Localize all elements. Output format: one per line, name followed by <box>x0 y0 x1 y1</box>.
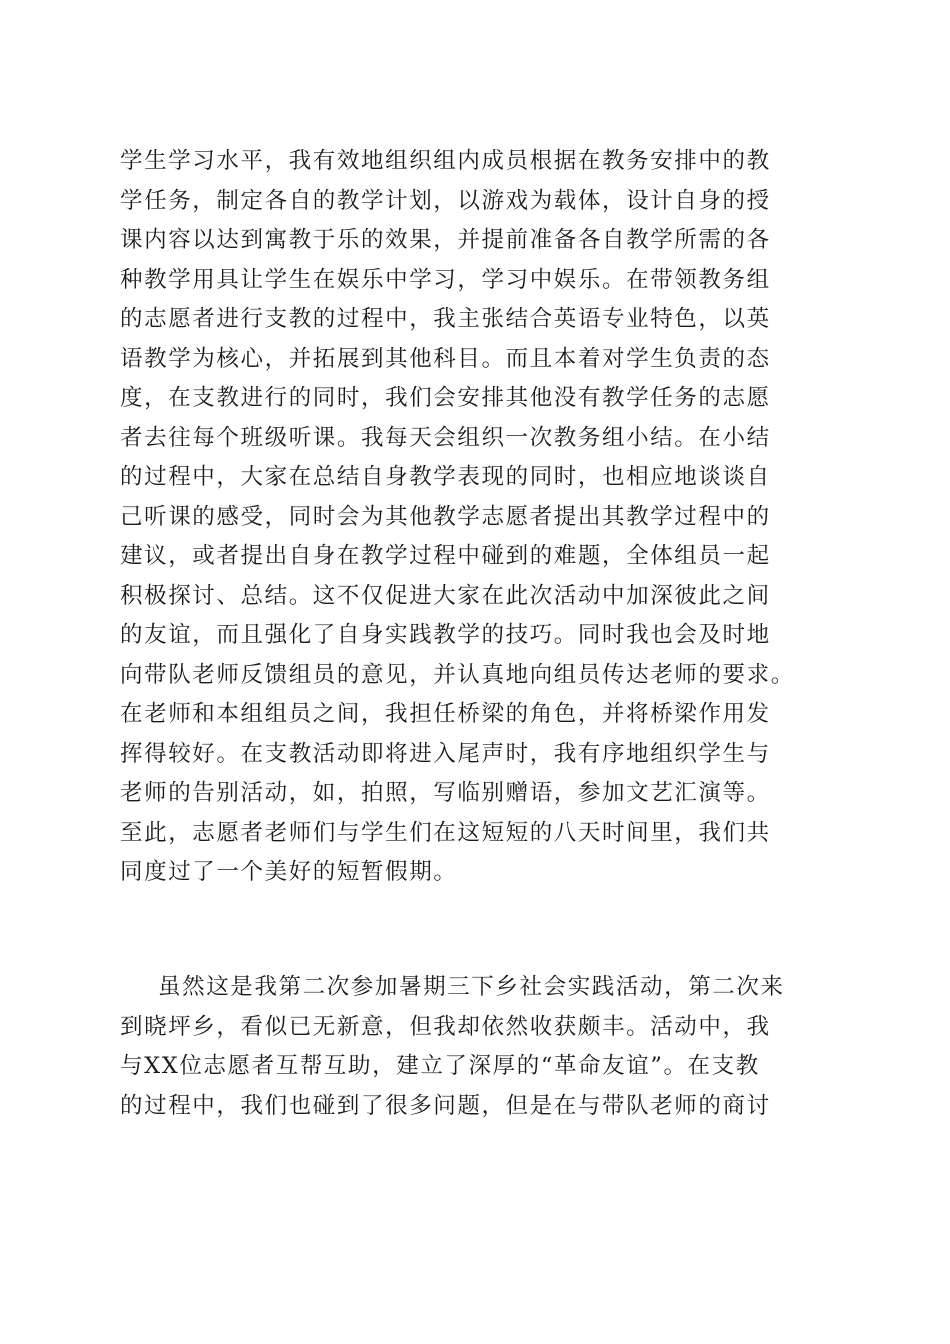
paragraph-1 <box>120 142 840 893</box>
paragraph-line: 挥得较好。在支教活动即将进入尾声时，我有序地组织学生与 <box>120 740 771 767</box>
paragraph-line: 学生学习水平，我有效地组织组内成员根据在教务安排中的教 <box>120 148 771 174</box>
paragraph-line: 到晓坪乡，看似已无新意，但我却依然收获颇丰。活动中，我 <box>120 1013 771 1040</box>
paragraph-line: 虽然这是我第二次参加暑期三下乡社会实践活动，第二次来 <box>158 974 785 1000</box>
paragraph-line: 己听课的感受，同时会为其他教学志愿者提出其教学过程中的 <box>120 503 771 530</box>
paragraph-line: 学任务，制定各自的教学计划，以游戏为载体，设计自身的授 <box>120 187 771 214</box>
paragraph-line: 者去往每个班级听课。我每天会组织一次教务组小结。在小结 <box>120 424 771 451</box>
paragraph-2 <box>120 968 840 1126</box>
paragraph-line: 的过程中，我们也碰到了很多问题，但是在与带队老师的商讨 <box>120 1092 771 1119</box>
paragraph-line: 与XX位志愿者互帮互助，建立了深厚的“革命友谊”。在支教 <box>120 1053 760 1079</box>
paragraph-line: 的友谊，而且强化了自身实践教学的技巧。同时我也会及时地 <box>120 622 771 648</box>
paragraph-line: 积极探讨、总结。这不仅促进大家在此次活动中加深彼此之间 <box>120 582 771 609</box>
paragraph-line: 在老师和本组组员之间，我担任桥梁的角色，并将桥梁作用发 <box>120 701 771 727</box>
paragraph-line: 同度过了一个美好的短暂假期。 <box>120 859 458 885</box>
paragraph-line: 种教学用具让学生在娱乐中学习，学习中娱乐。在带领教务组 <box>120 266 771 293</box>
paragraph-line: 课内容以达到寓教于乐的效果，并提前准备各自教学所需的各 <box>120 227 771 253</box>
paragraph-line: 的过程中，大家在总结自身教学表现的同时，也相应地谈谈自 <box>120 464 771 490</box>
paragraph-line: 老师的告别活动，如，拍照，写临别赠语，参加文艺汇演等。 <box>120 780 771 806</box>
paragraph-line: 度，在支教进行的同时，我们会安排其他没有教学任务的志愿 <box>120 385 771 411</box>
paragraph-line: 建议，或者提出自身在教学过程中碰到的难题，全体组员一起 <box>120 543 771 569</box>
paragraph-line: 至此，志愿者老师们与学生们在这短短的八天时间里，我们共 <box>120 819 771 846</box>
paragraph-line: 的志愿者进行支教的过程中，我主张结合英语专业特色，以英 <box>120 306 771 332</box>
paragraph-line: 语教学为核心，并拓展到其他科目。而且本着对学生负责的态 <box>120 345 771 372</box>
paragraph-line: 向带队老师反馈组员的意见，并认真地向组员传达老师的要求。 <box>120 661 795 688</box>
